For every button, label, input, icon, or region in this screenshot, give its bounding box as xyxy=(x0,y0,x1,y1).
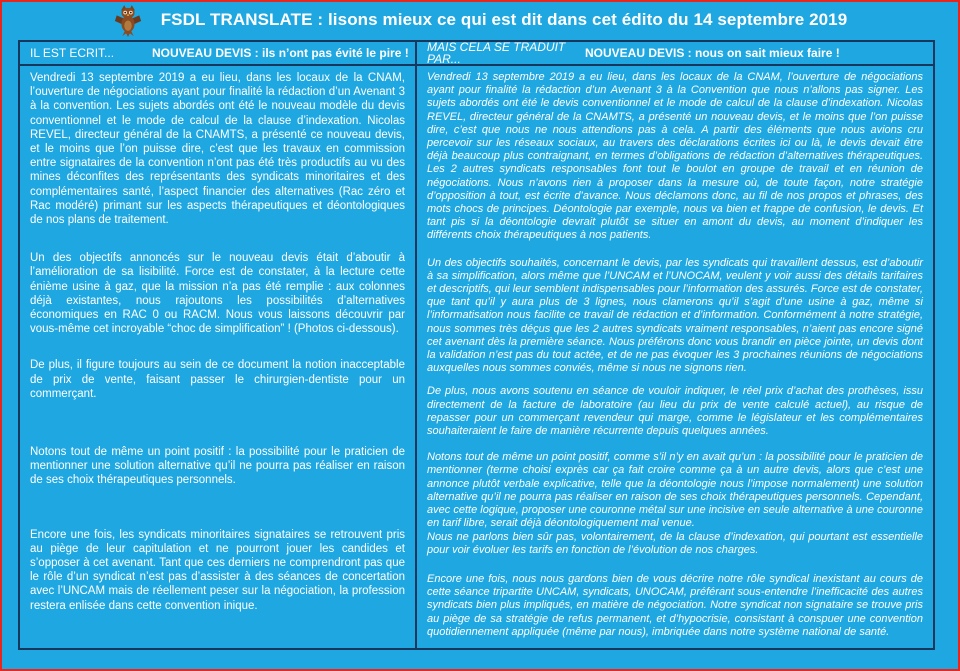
paragraph: Vendredi 13 septembre 2019 a eu lieu, dans les locaux de la CNAM, l’ouverture de négociations ayant pour finalité la rédaction d’un Avenant 3 à la convention. Les sujets abordés ont été le nouveau modèle du devis conventionnel et le mode de calcul de la clause d’indexation. Nicolas REVEL, directeur général de la CNAMTS, a présenté ce nouveau devis, et le moins que l’on puisse dire, c’est que les travaux en commission entre signataires de la convention n’ont pas été très productifs au vu des mines déconfites des représentants des syndicats minoritaires et des complémentaires santé, l’aspect financier des alternatives (Rac zéro et Rac modéré) primant sur les aspects thérapeutiques et déontologiques de nos plans de traitement. xyxy=(30,72,405,227)
comparison-table xyxy=(18,40,935,650)
right-column-header xyxy=(417,42,933,66)
paragraph: Encore une fois, nous nous gardons bien de vous décrire notre rôle syndical inexistant au cours de cette séance tripartite UNCAM, syndicats, UNOCAM, préférant sous-entendre l’inefficacité des autres syndicats bien plus impliqués, en matière de négociation. Notre syndicat non signataire se trouve pris au piège de sa stratégie de refus permanent, et d’hypocrisie, consistant à conspuer une convention quotidiennement appliquée (même par nous), imbriquée dans notre système national de santé. xyxy=(427,572,923,638)
left-column-body xyxy=(20,66,417,648)
page-title: FSDL TRANSLATE : lisons mieux ce qui est dit dans cet édito du 14 septembre 2019 xyxy=(160,10,848,29)
paragraph: Un des objectifs annoncés sur le nouveau devis était d’aboutir à l’amélioration de sa lisibilité. Force est de constater, à la lecture cette énième usine à gaz, que la mission n’a pas été remplie : aux colonnes déjà existantes, nous rajoutons les possibilités d’alternatives économiques en RAC 0 ou RACM. Nous vous laissons découvrir par vous-même cet incroyable “choc de simplification” ! (Photos ci-dessous). xyxy=(30,252,405,336)
paragraph: Un des objectifs souhaités, concernant le devis, par les syndicats qui travaillent dessus, est d’aboutir à sa simplification, alors même que l’UNCAM et l’UNOCAM, veulent y voir aussi des détails tarifaires et descriptifs, qui leur semblent indispensables pour l’information des assurés. Force est de constater, que tant qu’il y aura plus de 3 lignes, nous clamerons qu’il s’agit d’une usine à gaz, même si l’informatisation nous facilite ce travail de rédaction et d’information. Conformément à notre stratégie, nous sommes très déçus que les 2 autres syndicats vraiment responsables, n’aient pas encore signé cet avenant dès la première séance. Nous préférons donc vous brandir en pièce jointe, un devis dont la validation n’est pas du tout actée, et de ne pas évoquer les 3 prochaines réunions de négociations auxquelles nous sommes conviés, même si nous ne signons rien. xyxy=(427,256,923,375)
paragraph: Notons tout de même un point positif, comme s’il n’y en avait qu’un : la possibilité pour le praticien de mentionner (terme choisi exprès car ça fait croire comme ça à un autre devis, alors que c’est une annonce plutôt verbale explicative, telle que la déontologie nous l’impose normalement) une solution alternative qu’il ne pourra pas réaliser en raison de ses choix thérapeutiques personnels. Cependant, avec cette logique, proposer une couronne métal sur une incisive en seule alternative à une couronne en tarif libre, serait déjà déontologiquement mal venue. xyxy=(427,451,923,530)
paragraph: Nous ne parlons bien sûr pas, volontairement, de la clause d’indexation, qui pourtant est essentielle pour voir évoluer les tarifs en fonction de l’évolution de nos charges. xyxy=(427,530,923,556)
right-column-body xyxy=(417,66,933,648)
left-column-header xyxy=(20,42,417,66)
paragraph: Vendredi 13 septembre 2019 a eu lieu, dans les locaux de la CNAM, l’ouverture de négociations ayant pour finalité la rédaction d’un Avenant 3 à la Convention que nous n’allons pas signer. Les sujets abordés ont été le devis conventionnel et le mode de calcul de la clause d’indexation. Nicolas REVEL, directeur général de la CNAMTS, a présenté un nouveau devis, et le moins que l’on puisse dire, c’est que nous ne nous attendions pas à cela. A partir des éléments que nous avions cru percevoir sur les réseaux sociaux, au travers des déclarations écrites ici ou là, le devis devait être déjà beaucoup plus contraignant, en termes d’obligations de rédaction d’alternatives thérapeutiques. Les 2 autres syndicats responsables font tout le boulot en groupe de travail et en réunion de négociations. Nous n’avons rien à proposer dans la mesure où, de toute façon, notre stratégie d’opposition à tout, est écrite d’avance. Nous déclamons donc, au fil de nos propos et phrases, des mots chocs de principes. Déontologie par exemple, nous va bien et frappe de confusion, le devis. Et tant pis si la déontologie devrait plutôt se situer en amont du devis, au moment d’indiquer les différents choix thérapeutiques à nos patients. xyxy=(427,71,923,242)
title-banner xyxy=(0,0,960,40)
paragraph: Encore une fois, les syndicats minoritaires signataires se retrouvent pris au piège de leur capitulation et ne pourront jouer les candides et s’opposer à cet avenant. Tant que ces derniers ne comprendront pas que le rôle d’un syndicat n’est pas d’assister à des séances de concertation avec l’UNCAM mais de réellement peser sur la négociation, la profession restera enlisée dans cette convention inique. xyxy=(30,528,405,612)
left-header-title: NOUVEAU DEVIS : ils n’ont pas évité le pire ! xyxy=(152,46,409,60)
paragraph: Notons tout de même un point positif : la possibilité pour le praticien de mentionner une solution alternative qu’il ne pourra pas réaliser en raison de ses choix thérapeutiques personnels. xyxy=(30,446,405,487)
right-header-title: NOUVEAU DEVIS : nous on sait mieux faire ! xyxy=(585,46,840,60)
left-header-prefix: IL EST ECRIT... xyxy=(30,46,115,60)
paragraph: De plus, nous avons soutenu en séance de vouloir indiquer, le réel prix d’achat des prothèses, issu directement de la facture de laboratoire (au lieu du prix de vente calculé actuel), au risque de repasser pour un commerçant revendeur qui marge, comme le législateur et les complémentaires souhaiteraient le faire de manière récurrente depuis quelques années. xyxy=(427,385,923,438)
owl-mascot-icon xyxy=(113,4,143,38)
paragraph: De plus, il figure toujours au sein de ce document la notion inacceptable de prix de vente, faisant passer le chirurgien-dentiste pour un commerçant. xyxy=(30,359,405,400)
right-header-prefix: MAIS CELA SE TRADUIT PAR... xyxy=(427,42,566,66)
